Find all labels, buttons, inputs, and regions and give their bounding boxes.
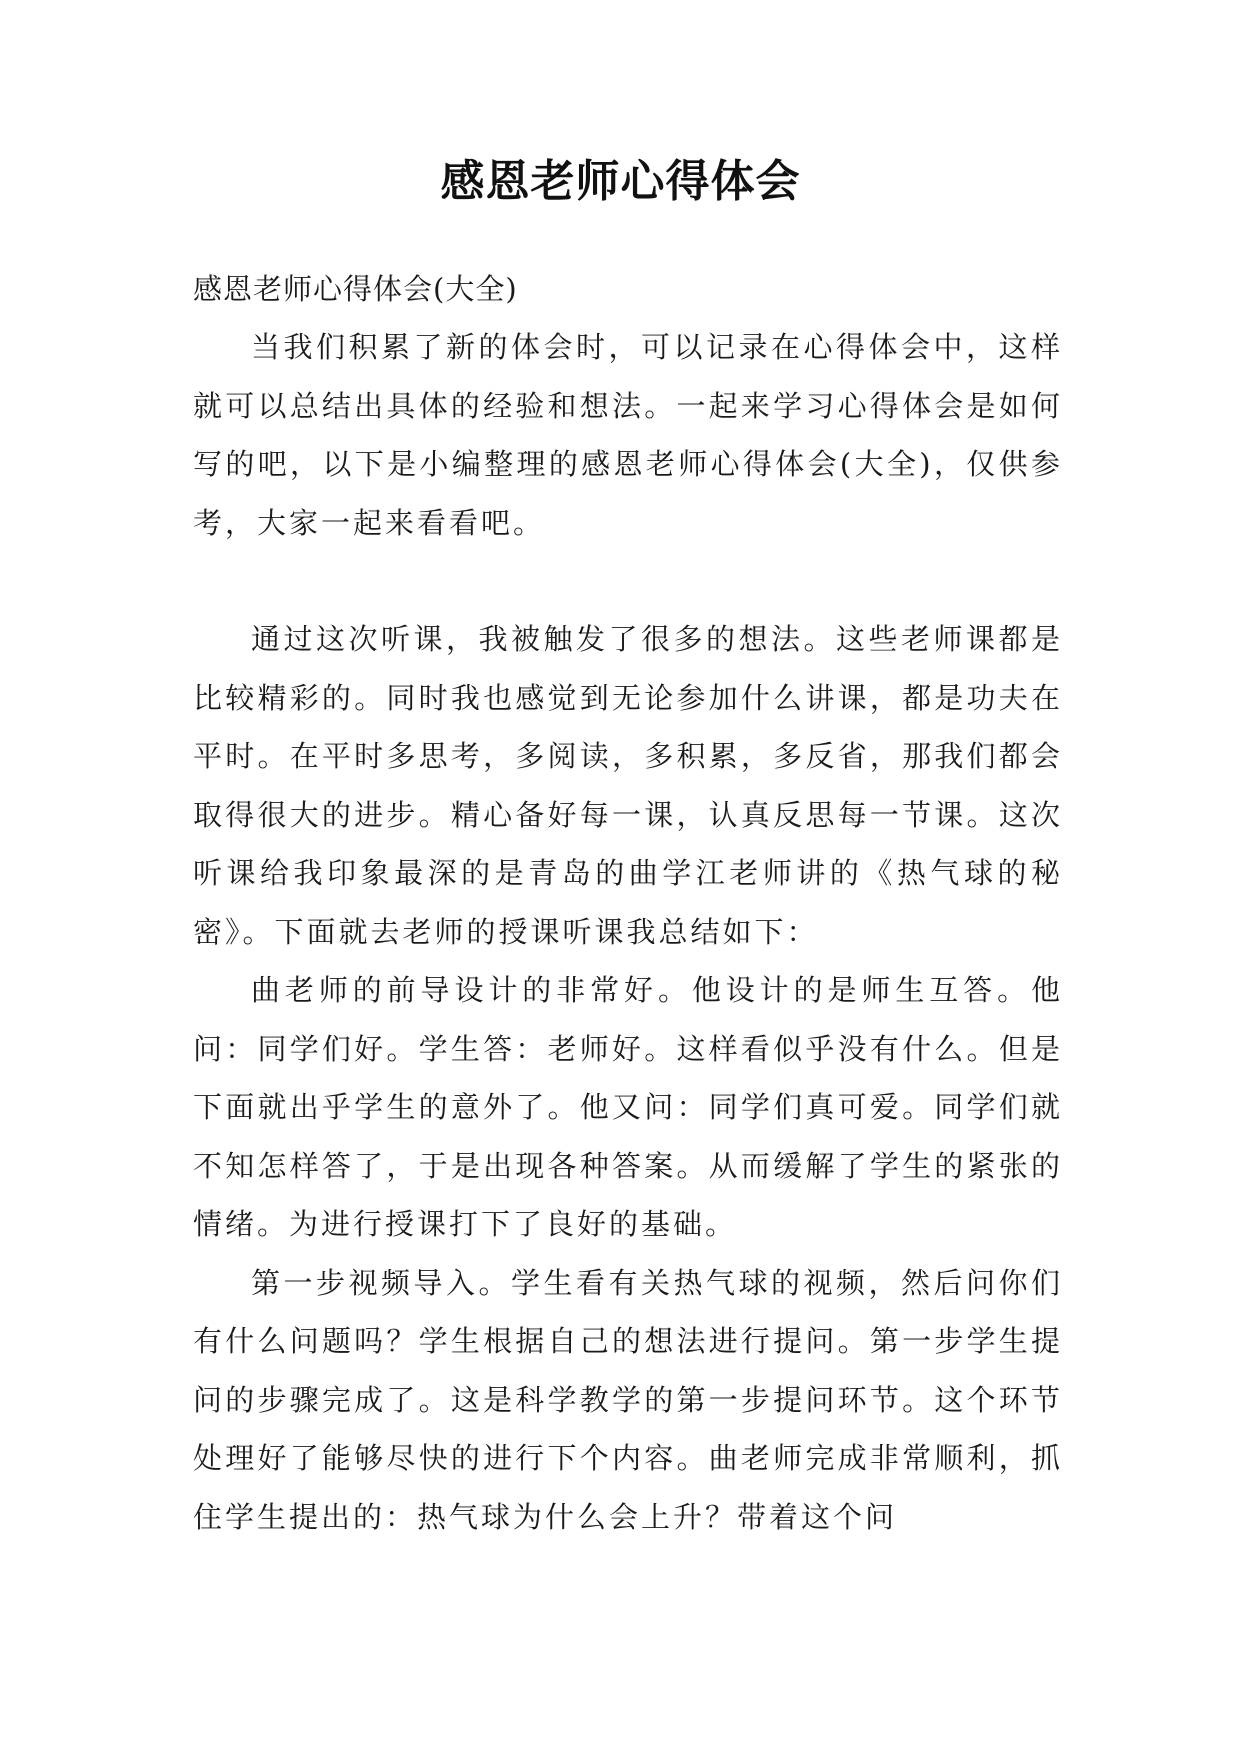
paragraph-lead-design: 曲老师的前导设计的非常好。他设计的是师生互答。他问：同学们好。学生答：老师好。这样看似乎没有什么。但是下面就出乎学生的意外了。他又问：同学们真可爱。同学们就不知怎样答了，于是出现各种答案。从而缓解了学生的紧张的情绪。为进行授课打下了良好的基础。 xyxy=(193,973,1063,1241)
document-subtitle: 感恩老师心得体会(大全) xyxy=(193,272,518,306)
document-title: 感恩老师心得体会 xyxy=(440,156,801,207)
paragraph-step-one: 第一步视频导入。学生看有关热气球的视频，然后问你们有什么问题吗？学生根据自己的想法进行提问。第一步学生提问的步骤完成了。这是科学教学的第一步提问环节。这个环节处理好了能够尽快的进行下个内容。曲老师完成非常顺利，抓住学生提出的：热气球为什么会上升？带着这个问 xyxy=(193,1265,1063,1534)
paragraph-listening: 通过这次听课，我被触发了很多的想法。这些老师课都是比较精彩的。同时我也感觉到无论参加什么讲课，都是功夫在平时。在平时多思考，多阅读，多积累，多反省，那我们都会取得很大的进步。精心备好每一课，认真反思每一节课。这次听课给我印象最深的是青岛的曲学江老师讲的《热气球的秘密》。下面就去老师的授课听课我总结如下： xyxy=(193,622,1063,949)
paragraph-gap xyxy=(193,552,1063,610)
paragraph-intro: 当我们积累了新的体会时，可以记录在心得体会中，这样就可以总结出具体的经验和想法。一起来学习心得体会是如何写的吧，以下是小编整理的感恩老师心得体会(大全)，仅供参考，大家一起来看看吧。 xyxy=(193,330,1063,540)
document-body xyxy=(193,260,1063,1546)
